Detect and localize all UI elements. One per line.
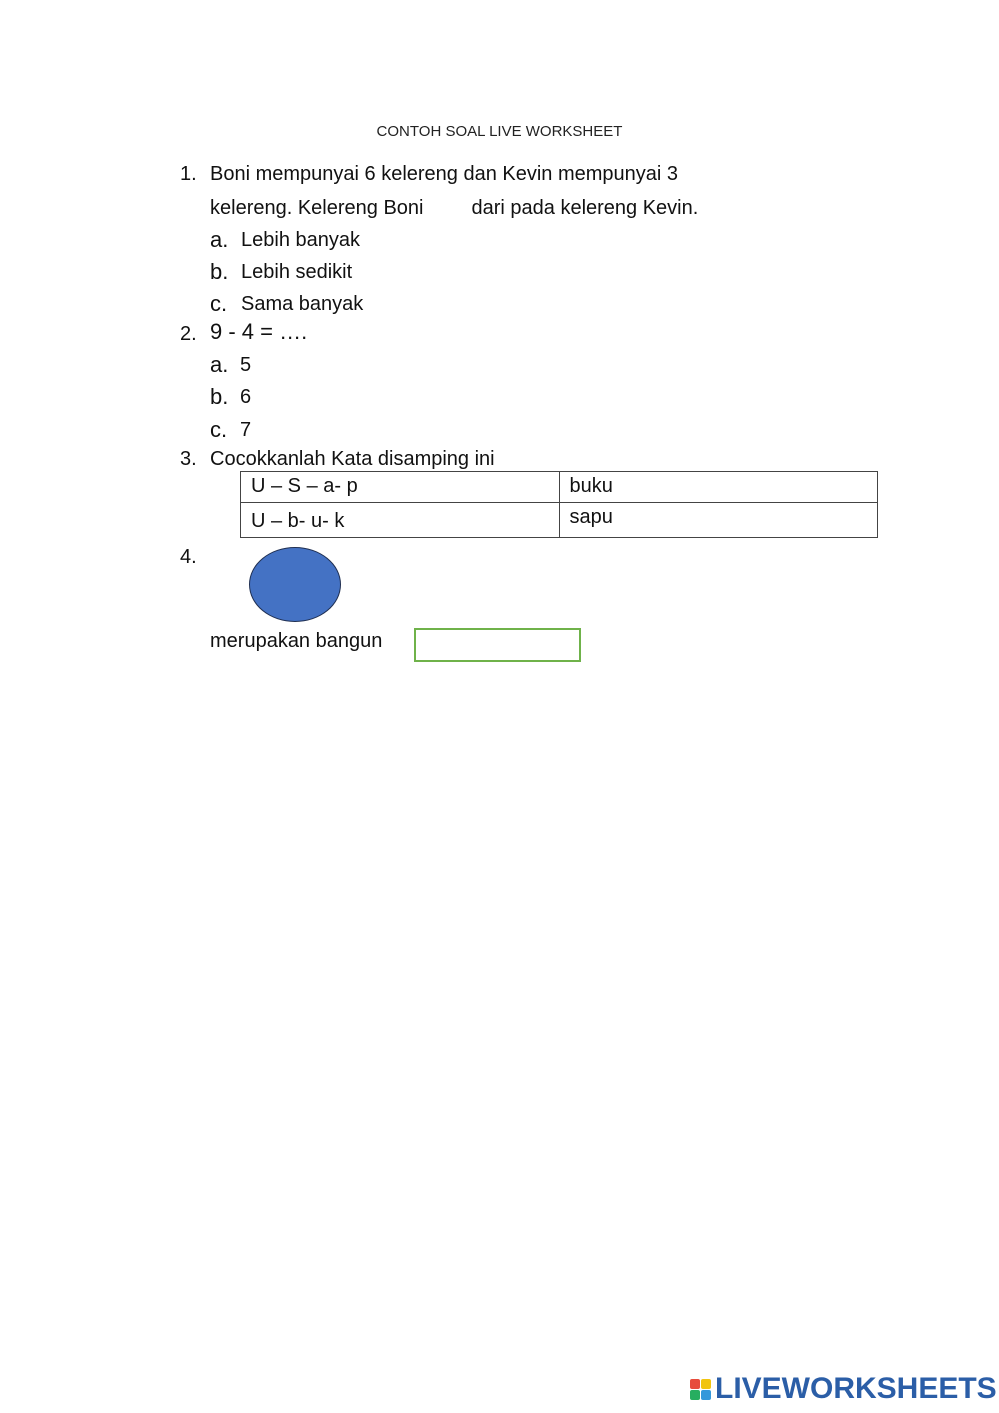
q1-option-c-letter: c. [210, 291, 228, 316]
match-left-cell[interactable]: U – S – a- p [241, 472, 560, 503]
q2-option-b-letter: b. [210, 384, 229, 409]
logo-mark-icon [690, 1379, 711, 1400]
q4-answer-input[interactable] [414, 628, 581, 662]
table-row [241, 472, 878, 503]
q1-option-b[interactable]: Lebih sedikit [241, 261, 353, 283]
q1-number: 1. [180, 163, 197, 185]
worksheet-title: CONTOH SOAL LIVE WORKSHEET [376, 123, 623, 140]
q1-option-c[interactable]: Sama banyak [241, 293, 364, 315]
q1-line2-before: kelereng. Kelereng Boni [210, 197, 424, 219]
q2-text: 9 - 4 = …. [210, 319, 308, 344]
table-row [241, 503, 878, 538]
q1-option-a-letter: a. [210, 227, 229, 252]
q1-option-a[interactable]: Lebih banyak [241, 229, 360, 251]
q3-number: 3. [180, 448, 197, 470]
q3-text: Cocokkanlah Kata disamping ini [210, 448, 495, 470]
q4-text: merupakan bangun [210, 630, 383, 652]
q2-option-a[interactable]: 5 [240, 354, 252, 376]
matching-table [240, 471, 878, 538]
q2-number: 2. [180, 323, 197, 345]
q1-line1: Boni mempunyai 6 kelereng dan Kevin mempunyai 3 [210, 163, 679, 185]
match-right-cell[interactable]: sapu [559, 503, 878, 538]
match-left-cell[interactable]: U – b- u- k [241, 503, 560, 538]
q2-option-c-letter: c. [210, 417, 228, 442]
q2-option-b[interactable]: 6 [240, 386, 252, 408]
logo-text: LIVEWORKSHEETS [715, 1372, 997, 1405]
q2-option-c[interactable]: 7 [240, 419, 252, 441]
q1-line2 [210, 196, 698, 220]
q1-option-b-letter: b. [210, 259, 229, 284]
oval-shape [249, 547, 341, 622]
q2-option-a-letter: a. [210, 352, 229, 377]
match-right-cell[interactable]: buku [559, 472, 878, 503]
q1-answer-gap[interactable] [425, 198, 469, 220]
q4-number: 4. [180, 546, 197, 568]
liveworksheets-logo [690, 1372, 997, 1406]
q1-line2-after: dari pada kelereng Kevin. [471, 197, 699, 219]
